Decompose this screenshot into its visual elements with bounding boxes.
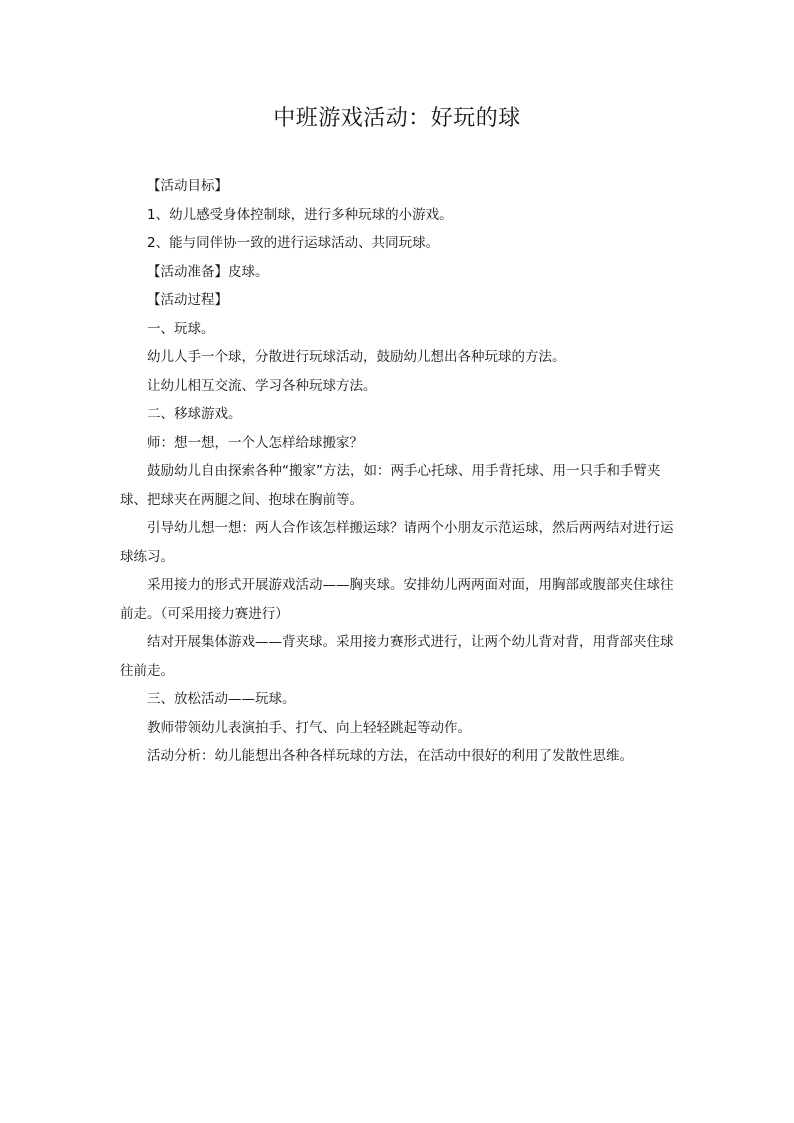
activity-analysis: 活动分析：幼儿能想出各种各样玩球的方法，在活动中很好的利用了发散性思维。 [147, 748, 633, 764]
goal-item-1: 1、幼儿感受身体控制球，进行多种玩球的小游戏。 [147, 206, 453, 223]
body-paragraph: 幼儿人手一个球，分散进行玩球活动，鼓励幼儿想出各种玩球的方法。 [147, 349, 566, 365]
body-paragraph: 教师带领幼儿表演拍手、打气、向上轻轻跳起等动作。 [147, 719, 471, 736]
body-paragraph: 鼓励幼儿自由探索各种“搬家”方法，如：两手心托球、用手背托球、用一只手和手臂夹球、把球夹在两腿之间、抱球在胸前等。 [120, 463, 661, 508]
section-heading-process: 【活动过程】 [147, 292, 228, 308]
body-paragraph: 结对开展集体游戏——背夹球。采用接力赛形式进行，让两个幼儿背对背，用背部夹住球往前走。 [120, 634, 674, 679]
body-paragraph: 让幼儿相互交流、学习各种玩球方法。 [147, 377, 377, 394]
body-paragraph: 师：想一想，一个人怎样给球搬家？ [147, 434, 363, 451]
process-step-3-heading: 三、放松活动——玩球。 [147, 691, 296, 707]
body-paragraph: 引导幼儿想一想：两人合作该怎样搬运球？请两个小朋友示范运球，然后两两结对进行运球练习。 [120, 520, 674, 565]
document-body [120, 172, 676, 771]
section-heading-goals: 【活动目标】 [147, 178, 228, 194]
process-step-1-heading: 一、玩球。 [147, 320, 215, 337]
document-title: 中班游戏活动：好玩的球 [273, 106, 521, 131]
process-step-2-heading: 二、移球游戏。 [147, 406, 242, 422]
goal-item-2: 2、能与同伴协一致的进行运球活动、共同玩球。 [147, 235, 440, 251]
section-heading-preparation: 【活动准备】皮球。 [147, 263, 269, 280]
body-paragraph: 采用接力的形式开展游戏活动——胸夹球。安排幼儿两两面对面，用胸部或腹部夹住球往前走。（可采用接力赛进行） [120, 577, 674, 622]
